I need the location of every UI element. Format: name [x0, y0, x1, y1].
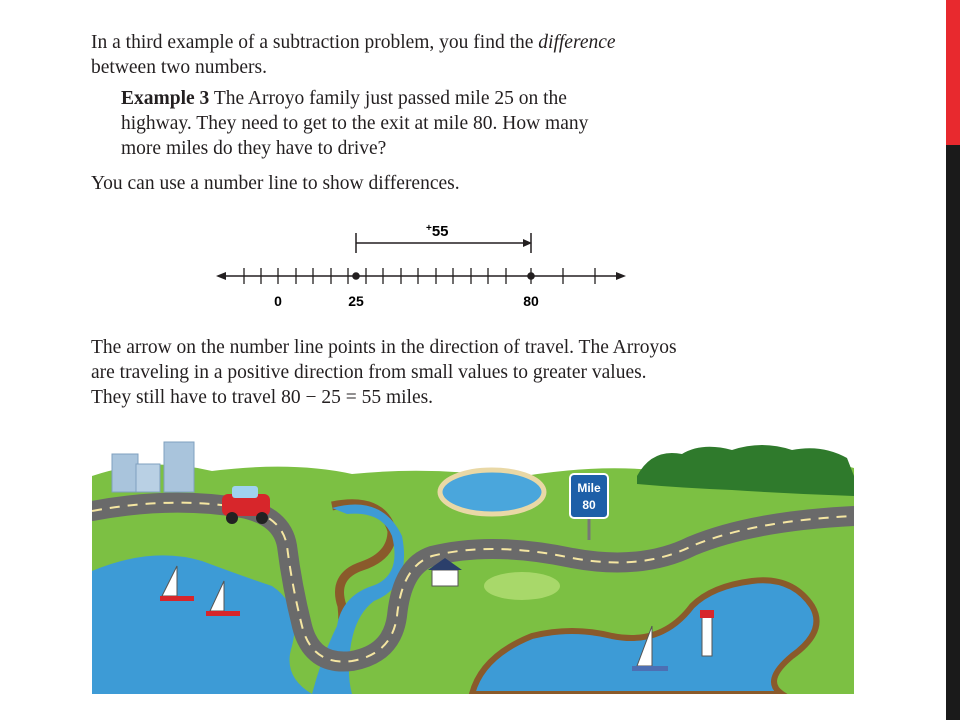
boat-hull [632, 666, 668, 671]
example-line1: The Arroyo family just passed mile 25 on the [209, 88, 567, 109]
explanation-paragraph [91, 335, 677, 410]
point-80 [527, 272, 535, 280]
jump-sign: + [426, 223, 432, 234]
intro-paragraph [91, 30, 616, 80]
explanation-line2: are traveling in a positive direction from small values to greater values. [91, 362, 647, 383]
golf-green [484, 572, 560, 600]
difference-term: difference [538, 32, 616, 53]
boat-hull [206, 611, 240, 616]
jump-label [426, 223, 449, 240]
car-wheel [256, 512, 268, 524]
example-paragraph [121, 86, 588, 161]
accent-bar [946, 0, 960, 145]
building [164, 442, 194, 492]
boat-hull [160, 596, 194, 601]
intro-line2-text: between two numbers. [91, 57, 267, 78]
house-wall [432, 570, 458, 586]
number-line-figure [212, 215, 632, 315]
highway-map-illustration [92, 436, 854, 694]
example-line2: highway. They need to get to the exit at mile 80. How many [121, 113, 589, 134]
number-line-intro: You can use a number line to show differences. [91, 173, 460, 194]
car-wheel [226, 512, 238, 524]
car-window [232, 486, 258, 498]
lighthouse-top [700, 610, 714, 618]
point-25 [352, 272, 360, 280]
axis-right-arrow [616, 272, 626, 280]
pond [440, 470, 544, 514]
lighthouse-tower [702, 616, 712, 656]
building [112, 454, 138, 492]
sign-line2: 80 [582, 498, 596, 512]
explanation-line3: They still have to travel 80 − 25 = 55 miles. [91, 387, 434, 408]
intro-line1-text: In a third example of a subtraction problem, you find the [91, 32, 539, 53]
sign-line1: Mile [577, 481, 601, 495]
axis-left-arrow [216, 272, 226, 280]
explanation-line1: The arrow on the number line points in the direction of travel. The Arroyos [91, 337, 677, 358]
sidebar-bar [946, 145, 960, 720]
tick-label-25: 25 [348, 293, 364, 309]
jump-value: 55 [431, 223, 449, 240]
example-label: Example 3 [121, 88, 210, 109]
example-line3: more miles do they have to drive? [121, 138, 387, 159]
lighthouse [700, 610, 714, 656]
tick-label-0: 0 [274, 293, 282, 309]
tick-label-80: 80 [523, 293, 539, 309]
building [136, 464, 160, 492]
